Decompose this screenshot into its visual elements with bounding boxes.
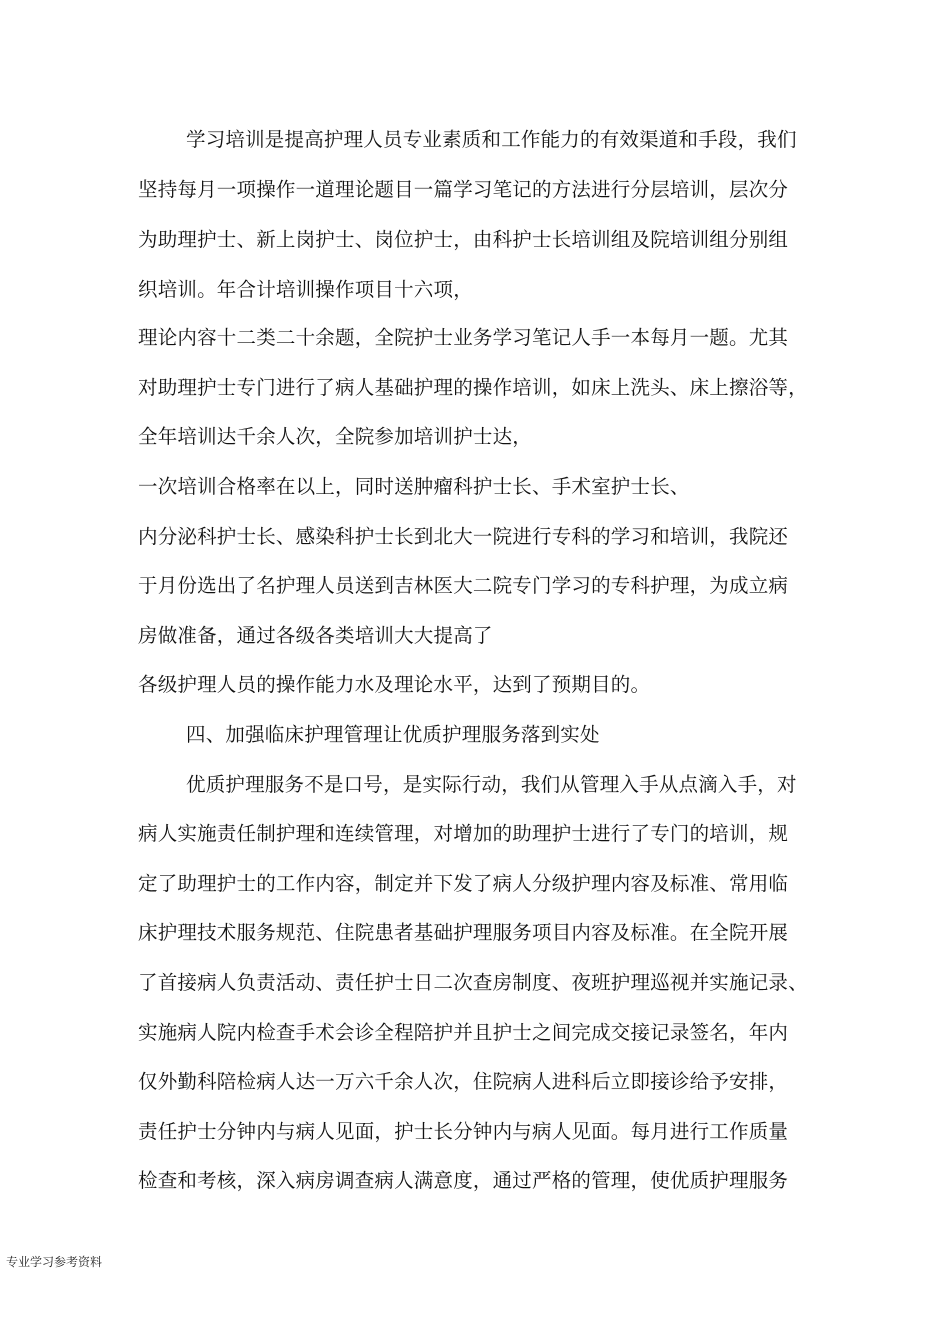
- paragraph-line: 理论内容十二类二十余题，全院护士业务学习笔记人手一本每月一题。尤其: [138, 326, 789, 349]
- paragraph-line: 仅外勤科陪检病人达一万六千余人次，住院病人进科后立即接诊给予安排，: [138, 1070, 789, 1093]
- section-heading: 四、加强临床护理管理让优质护理服务落到实处: [186, 723, 600, 746]
- paragraph-line: 一次培训合格率在以上，同时送肿瘤科护士长、手术室护士长、: [138, 475, 690, 498]
- paragraph-line: 内分泌科护士长、感染科护士长到北大一院进行专科的学习和培训，我院还: [138, 525, 789, 548]
- paragraph-line: 房做准备，通过各级各类培训大大提高了: [138, 624, 493, 647]
- paragraph-line: 全年培训达千余人次，全院参加培训护士达，: [138, 425, 533, 448]
- paragraph-line: 为助理护士、新上岗护士、岗位护士，由科护士长培训组及院培训组分别组: [138, 228, 789, 251]
- page-footer: 专业学习参考资料: [6, 1255, 103, 1269]
- paragraph-line: 了首接病人负责活动、责任护士日二次查房制度、夜班护理巡视并实施记录、: [138, 971, 808, 994]
- paragraph-line: 定了助理护士的工作内容，制定并下发了病人分级护理内容及标准、常用临: [138, 872, 789, 895]
- paragraph-line: 于月份选出了名护理人员送到吉林医大二院专门学习的专科护理，为成立病: [138, 574, 789, 597]
- paragraph-line: 实施病人院内检查手术会诊全程陪护并且护士之间完成交接记录签名，年内: [138, 1021, 789, 1044]
- paragraph-line: 对助理护士专门进行了病人基础护理的操作培训，如床上洗头、床上擦浴等，: [138, 376, 808, 399]
- paragraph-line: 优质护理服务不是口号，是实际行动，我们从管理入手从点滴入手，对: [186, 773, 797, 796]
- paragraph-line: 各级护理人员的操作能力水及理论水平，达到了预期目的。: [138, 673, 651, 696]
- paragraph-line: 检查和考核，深入病房调查病人满意度，通过严格的管理，使优质护理服务: [138, 1169, 789, 1192]
- paragraph-line: 坚持每月一项操作一道理论题目一篇学习笔记的方法进行分层培训，层次分: [138, 178, 789, 201]
- paragraph-line: 责任护士分钟内与病人见面，护士长分钟内与病人见面。每月进行工作质量: [138, 1120, 789, 1143]
- paragraph-line: 床护理技术服务规范、住院患者基础护理服务项目内容及标准。在全院开展: [138, 921, 789, 944]
- paragraph-line: 学习培训是提高护理人员专业素质和工作能力的有效渠道和手段，我们: [186, 128, 797, 151]
- paragraph-line: 织培训。年合计培训操作项目十六项，: [138, 278, 473, 301]
- paragraph-line: 病人实施责任制护理和连续管理，对增加的助理护士进行了专门的培训，规: [138, 822, 789, 845]
